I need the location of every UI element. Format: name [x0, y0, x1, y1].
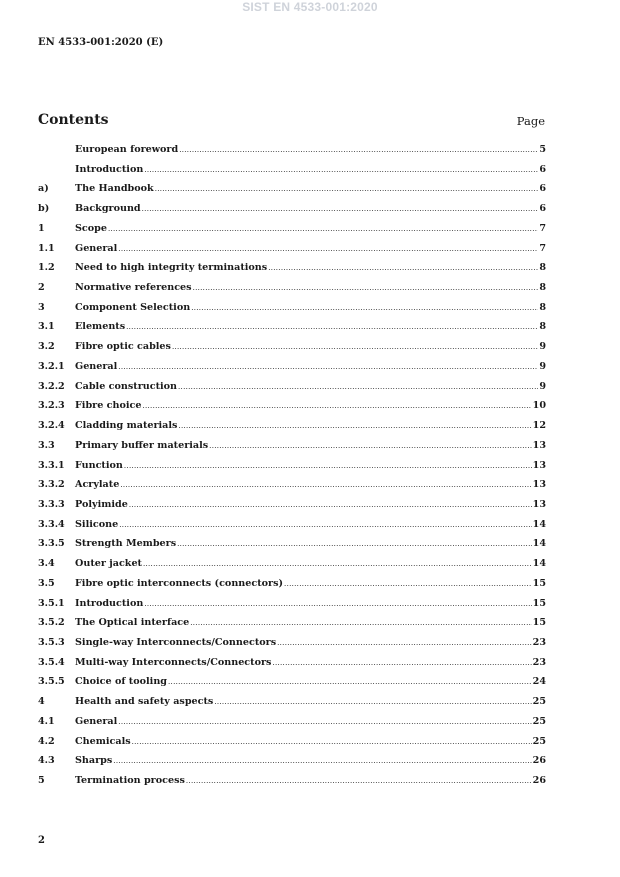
toc-entry[interactable]	[38, 420, 546, 440]
toc-entry-number: 3.2.4	[38, 420, 65, 432]
toc-entry-number: 1.2	[38, 262, 55, 274]
toc-entry-page[interactable]: 6	[539, 183, 546, 195]
toc-dot-leader	[144, 166, 538, 174]
toc-entry-number: 3	[38, 301, 45, 313]
toc-entry-title[interactable]: Need to high integrity terminations	[75, 262, 268, 274]
toc-entry-title[interactable]: The Handbook	[75, 183, 154, 195]
toc-entry-page[interactable]: 8	[539, 321, 546, 333]
toc-entry-title[interactable]: Cable construction	[75, 380, 178, 392]
toc-entry-title[interactable]: Outer jacket	[75, 558, 142, 570]
toc-entry[interactable]	[38, 775, 546, 795]
toc-entry-title[interactable]: Fibre choice	[75, 400, 142, 412]
toc-dot-leader	[126, 323, 538, 331]
toc-entry-number: 1	[38, 222, 45, 234]
toc-dot-leader	[272, 659, 531, 667]
toc-entry[interactable]	[38, 499, 546, 519]
toc-entry[interactable]	[38, 736, 546, 756]
toc-entry-title[interactable]: Chemicals	[75, 735, 131, 747]
toc-entry[interactable]	[38, 617, 546, 637]
toc-entry-title[interactable]: Elements	[75, 321, 126, 333]
toc-entry-number: 3.1	[38, 321, 55, 333]
toc-dot-leader	[142, 205, 539, 213]
document-identifier: EN 4533-001:2020 (E)	[38, 37, 164, 48]
toc-entry-number: 3.3.4	[38, 518, 65, 530]
toc-dot-leader	[119, 521, 531, 529]
toc-dot-leader	[129, 501, 532, 509]
toc-dot-leader	[118, 363, 538, 371]
contents-heading: Contents	[38, 112, 109, 128]
toc-entry-title[interactable]: Fibre optic cables	[75, 341, 171, 353]
toc-dot-leader	[190, 619, 531, 627]
toc-entry-number: 3.3.2	[38, 479, 65, 491]
toc-entry-number: 3.5.1	[38, 597, 65, 609]
toc-dot-leader	[124, 462, 532, 470]
toc-entry-title[interactable]: Cladding materials	[75, 420, 178, 432]
toc-dot-leader	[193, 284, 539, 292]
toc-entry-title[interactable]: Normative references	[75, 282, 192, 294]
toc-entry-title[interactable]: Silicone	[75, 518, 119, 530]
toc-entry-page[interactable]: 9	[539, 360, 546, 372]
toc-dot-leader	[214, 698, 531, 706]
toc-entry-page[interactable]: 15	[532, 597, 546, 609]
page-column-label: Page	[516, 114, 545, 128]
toc-entry-page[interactable]: 23	[532, 636, 546, 648]
toc-entry-title[interactable]: Background	[75, 203, 141, 215]
toc-dot-leader	[191, 304, 538, 312]
toc-entry-title[interactable]: Component Selection	[75, 301, 191, 313]
toc-entry-title[interactable]: Primary buffer materials	[75, 439, 209, 451]
toc-entry[interactable]	[38, 460, 546, 480]
toc-entry-title[interactable]: General	[75, 715, 118, 727]
toc-entry-number: 3.2.2	[38, 380, 65, 392]
toc-entry[interactable]	[38, 578, 546, 598]
toc-dot-leader	[277, 639, 532, 647]
toc-entry-title[interactable]: European foreword	[75, 144, 179, 155]
toc-entry[interactable]	[38, 479, 546, 499]
toc-entry-title[interactable]: Scope	[75, 222, 107, 234]
toc-entry[interactable]	[38, 598, 546, 618]
toc-entry[interactable]	[38, 203, 546, 223]
toc-entry-page[interactable]: 15	[532, 577, 546, 589]
toc-entry-page[interactable]: 13	[532, 439, 546, 451]
toc-entry-title[interactable]: Sharps	[75, 755, 113, 767]
toc-dot-leader	[132, 738, 532, 746]
toc-entry-number: 5	[38, 775, 45, 786]
toc-entry-page[interactable]: 24	[532, 676, 546, 688]
watermark: SIST EN 4533-001:2020	[242, 0, 378, 14]
toc-entry[interactable]	[38, 302, 546, 322]
toc-dot-leader	[113, 757, 531, 765]
toc-dot-leader	[268, 264, 538, 272]
toc-entry-page[interactable]: 13	[532, 479, 546, 491]
toc-entry[interactable]	[38, 183, 546, 203]
toc-dot-leader	[118, 718, 531, 726]
toc-entry-number: 3.5.2	[38, 617, 65, 629]
toc-entry-number: 4.1	[38, 715, 55, 727]
toc-entry[interactable]	[38, 361, 546, 381]
toc-entry-number: b)	[38, 203, 50, 215]
toc-entry-number: 3.5.5	[38, 676, 65, 688]
toc-entry-title[interactable]: Introduction	[75, 163, 144, 175]
toc-entry-number: 3.3	[38, 439, 55, 451]
table-of-contents	[38, 144, 546, 795]
toc-dot-leader	[144, 600, 531, 608]
toc-entry-page[interactable]: 14	[532, 558, 546, 570]
toc-entry-number: 2	[38, 282, 45, 294]
toc-dot-leader	[155, 185, 539, 193]
toc-dot-leader	[284, 580, 532, 588]
toc-entry[interactable]	[38, 519, 546, 539]
toc-dot-leader	[172, 343, 538, 351]
toc-entry-number: 3.3.3	[38, 498, 65, 510]
toc-dot-leader	[178, 422, 531, 430]
toc-entry-page[interactable]: 23	[532, 656, 546, 668]
toc-entry-number: 4	[38, 696, 45, 708]
toc-entry-page[interactable]: 12	[532, 420, 546, 432]
toc-dot-leader	[120, 481, 531, 489]
toc-entry-number: 3.3.1	[38, 459, 65, 471]
toc-entry-title[interactable]: Termination process	[75, 775, 185, 786]
toc-entry-title[interactable]: Fibre optic interconnects (connectors)	[75, 577, 284, 589]
toc-entry-page[interactable]: 25	[532, 715, 546, 727]
toc-entry-page[interactable]: 15	[532, 617, 546, 629]
toc-entry-number: 3.2	[38, 341, 55, 353]
toc-entry[interactable]	[38, 341, 546, 361]
toc-entry-page[interactable]: 6	[539, 163, 546, 175]
toc-entry-page[interactable]: 14	[532, 518, 546, 530]
toc-entry-number: 3.5.4	[38, 656, 65, 668]
toc-entry[interactable]	[38, 164, 546, 184]
toc-entry-page[interactable]: 8	[539, 301, 546, 313]
toc-dot-leader	[178, 383, 538, 391]
toc-dot-leader	[118, 245, 538, 253]
toc-dot-leader	[168, 678, 532, 686]
toc-entry-title[interactable]: Strength Members	[75, 538, 177, 550]
toc-dot-leader	[209, 442, 531, 450]
toc-entry-title[interactable]: Introduction	[75, 597, 144, 609]
toc-entry-title[interactable]: The Optical interface	[75, 617, 190, 629]
toc-dot-leader	[186, 777, 532, 785]
toc-entry-number: 4.2	[38, 735, 55, 747]
toc-entry[interactable]	[38, 558, 546, 578]
page-number: 2	[38, 835, 45, 846]
toc-dot-leader	[177, 540, 532, 548]
toc-entry[interactable]	[38, 144, 546, 164]
toc-entry-page[interactable]: 9	[539, 380, 546, 392]
toc-entry-number: 3.3.5	[38, 538, 65, 550]
toc-entry[interactable]	[38, 657, 546, 677]
toc-entry-page[interactable]: 25	[532, 735, 546, 747]
toc-entry-page[interactable]: 25	[532, 696, 546, 708]
toc-entry-page[interactable]: 7	[539, 222, 546, 234]
toc-entry-title[interactable]: Polyimide	[75, 498, 128, 510]
toc-entry[interactable]	[38, 243, 546, 263]
toc-entry-number: 3.4	[38, 558, 55, 570]
toc-dot-leader	[142, 402, 531, 410]
toc-entry-title[interactable]: Multi-way Interconnects/Connectors	[75, 656, 272, 668]
toc-entry-title[interactable]: Choice of tooling	[75, 676, 168, 688]
toc-entry-page[interactable]: 13	[532, 459, 546, 471]
toc-entry[interactable]	[38, 282, 546, 302]
toc-entry[interactable]	[38, 321, 546, 341]
toc-entry[interactable]	[38, 223, 546, 243]
toc-entry-page[interactable]: 8	[539, 282, 546, 294]
toc-entry[interactable]	[38, 440, 546, 460]
toc-entry-number: 3.5.3	[38, 636, 65, 648]
toc-entry-page[interactable]: 5	[539, 144, 546, 155]
toc-entry-title[interactable]: Health and safety aspects	[75, 696, 214, 708]
toc-entry[interactable]	[38, 716, 546, 736]
toc-entry[interactable]	[38, 400, 546, 420]
toc-entry-page[interactable]: 26	[532, 775, 546, 786]
toc-entry-number: a)	[38, 183, 49, 195]
toc-entry-page[interactable]: 14	[532, 538, 546, 550]
toc-entry[interactable]	[38, 538, 546, 558]
toc-entry-page[interactable]: 6	[539, 203, 546, 215]
toc-entry[interactable]	[38, 696, 546, 716]
toc-dot-leader	[179, 146, 538, 154]
toc-entry[interactable]	[38, 637, 546, 657]
toc-entry-title[interactable]: Function	[75, 459, 123, 471]
toc-entry[interactable]	[38, 755, 546, 775]
toc-entry-number: 3.2.1	[38, 360, 65, 372]
toc-entry-number: 3.2.3	[38, 400, 65, 412]
toc-entry-page[interactable]: 7	[539, 242, 546, 254]
toc-entry-title[interactable]: General	[75, 242, 118, 254]
toc-dot-leader	[108, 225, 538, 233]
toc-entry-number: 1.1	[38, 242, 55, 254]
toc-entry-page[interactable]: 9	[539, 341, 546, 353]
toc-entry-title[interactable]: Single-way Interconnects/Connectors	[75, 636, 277, 648]
toc-entry-page[interactable]: 26	[532, 755, 546, 767]
toc-entry-page[interactable]: 10	[532, 400, 546, 412]
toc-dot-leader	[143, 560, 532, 568]
toc-entry[interactable]	[38, 381, 546, 401]
toc-entry-number: 4.3	[38, 755, 55, 767]
toc-entry-number: 3.5	[38, 577, 55, 589]
toc-entry-title[interactable]: Acrylate	[75, 479, 120, 491]
toc-entry[interactable]	[38, 262, 546, 282]
toc-entry[interactable]	[38, 676, 546, 696]
toc-entry-title[interactable]: General	[75, 360, 118, 372]
toc-entry-page[interactable]: 13	[532, 498, 546, 510]
toc-entry-page[interactable]: 8	[539, 262, 546, 274]
